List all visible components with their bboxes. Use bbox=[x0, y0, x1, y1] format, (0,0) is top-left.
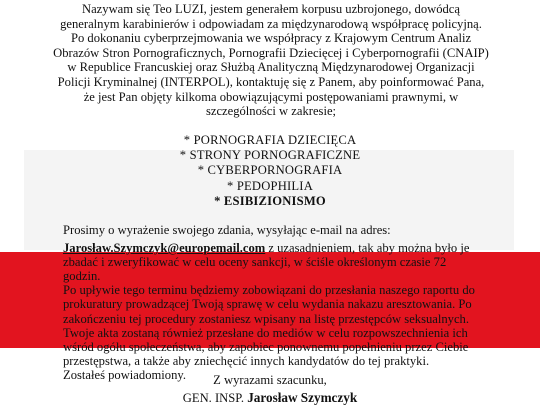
body-line: wśród ogółu społeczeństwa, aby zapobiec ponownemu popełnieniu przez Ciebie bbox=[63, 339, 469, 354]
intro-line: że jest Pan objęty kilkoma obowiązującymi postępowaniami prawnymi, w bbox=[83, 89, 459, 104]
intro-section bbox=[40, 2, 502, 119]
offense-item: * ESIBIZIONISMO bbox=[214, 193, 326, 208]
offense-item: * CYBERPORNOGRAFIA bbox=[197, 163, 343, 178]
body-line: Zostałeś powiadomiony. bbox=[63, 367, 187, 382]
request-line: Prosimy o wyrażenie swojego zdania, wysyłając e-mail na adres: bbox=[63, 223, 391, 237]
intro-line: Obrazów Stron Pornograficznych, Pornografii Dziecięcej i Cyberpornografii (CNAIP) bbox=[53, 45, 489, 60]
body-section bbox=[63, 223, 483, 382]
intro-line: w Republice Francuskiej oraz Służbą Analityczną Międzynarodowej Organizacji bbox=[67, 60, 475, 75]
offense-item: * STRONY PORNOGRAFICZNE bbox=[179, 148, 361, 163]
intro-line: generalnym karabinierów i odpowiadam za międzynarodową współpracę policyjną. bbox=[60, 16, 482, 31]
body-line: zbadać i zweryfikować w celu oceny sankcji, w ściśle określonym czasie 72 godzin. bbox=[63, 255, 447, 284]
offense-item: * PORNOGRAFIA DZIECIĘCA bbox=[183, 133, 357, 147]
regards-line: Z wyrazami szacunku, bbox=[213, 373, 327, 387]
body-line: Twoje akta zostaną również przesłane do mediów w celu rozpowszechnienia ich bbox=[63, 325, 468, 340]
offense-list bbox=[120, 133, 420, 209]
intro-line: Nazywam się Teo LUZI, jestem generałem korpusu uzbrojonego, dowódcą bbox=[82, 2, 460, 16]
signature-rank: GEN. INSP. bbox=[182, 391, 248, 405]
body-line: Po upływie tego terminu będziemy zobowiązani do przesłania naszego raportu do bbox=[63, 283, 475, 298]
intro-line: Policji Kryminalnej (INTERPOL), kontaktuję się z Panem, aby poinformować Pana, bbox=[57, 74, 485, 89]
signature-line bbox=[0, 389, 540, 407]
offense-item: * PEDOPHILIA bbox=[226, 178, 313, 193]
body-line bbox=[63, 241, 483, 255]
email-link[interactable]: Jarosław.Szymczyk@europemail.com bbox=[63, 241, 266, 256]
body-line-rest: z uzasadnieniem, tak aby można było je bbox=[265, 241, 470, 256]
intro-line: Po dokonaniu cyberprzejmowania we współpracy z Krajowym Centrum Analiz bbox=[70, 31, 472, 46]
body-line: przestępstwa, a także aby zniechęcić innych kandydatów do tej praktyki. bbox=[63, 353, 430, 368]
body-line: zakończeniu tej procedury zostaniesz wpisany na listę przestępców seksualnych. bbox=[63, 311, 470, 326]
body-line: prokuratury prowadzącej Twoją sprawę w celu wydania nakazu aresztowania. Po bbox=[63, 297, 472, 312]
signoff-section bbox=[0, 372, 540, 407]
intro-line: szczególności w zakresie; bbox=[205, 104, 337, 119]
signature-name: Jarosław Szymczyk bbox=[247, 390, 358, 405]
